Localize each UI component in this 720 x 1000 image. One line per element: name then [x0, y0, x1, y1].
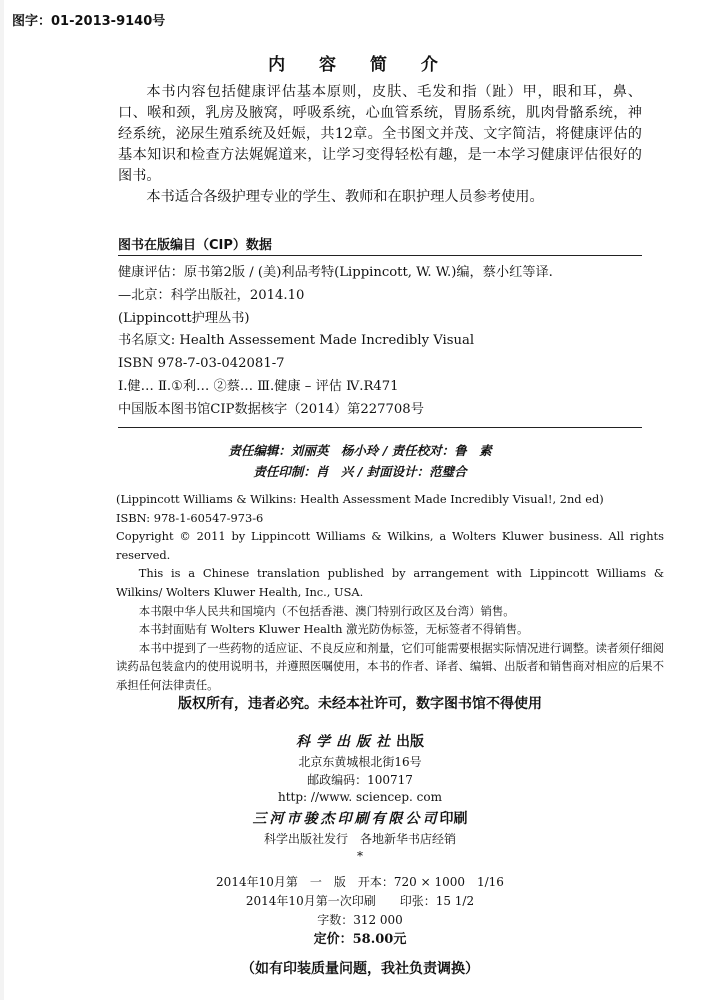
- summary-paragraph: 本书内容包括健康评估基本原则，皮肤、毛发和指（趾）甲，眼和耳，鼻、口、喉和颈，乳房及腋窝，呼吸系统，心血管系统，胃肠系统，肌肉骨骼系统，神经系统，泌尿生殖系统及妊娠，共12章。全书图文并茂、文字简洁，将健康评估的基本知识和检查方法娓娓道来，让学习变得轻松有趣，是一本学习健康评估很好的图书。: [118, 84, 642, 184]
- price: 定价：58.00元: [313, 932, 407, 947]
- cip-line: 健康评估：原书第2版 / (美)利品考特(Lippincott, W. W.)编，蔡小红等译.: [118, 265, 553, 280]
- rights-statement: 版权所有，违者必究。未经本社许可，数字图书馆不得使用: [178, 696, 542, 712]
- publisher-website: http: //www. sciencep. com: [277, 790, 443, 804]
- publisher-line: [0, 730, 720, 754]
- label-notice: 本书封面贴有 Wolters Kluwer Health 激光防伪标签，无标签者不得销售。: [138, 622, 529, 637]
- original-isbn: ISBN: 978-1-60547-973-6: [116, 510, 264, 525]
- editors-block: [0, 440, 720, 482]
- cip-line: —北京：科学出版社，2014.10: [118, 287, 305, 303]
- edition-line: 2014年10月第 一 版 开本：720 × 1000 1/16: [216, 875, 504, 889]
- publisher-suffix: 出版: [396, 734, 424, 750]
- cip-block: [118, 262, 658, 422]
- cip-top-rule: [118, 255, 642, 256]
- original-title: (Lippincott Williams & Wilkins: Health Assessment Made Incredibly Visual!, 2nd ed): [116, 492, 604, 506]
- printer-name: 三河市骏杰印刷有限公司: [252, 810, 440, 827]
- quality-notice: （如有印装质量问题，我社负责调换）: [241, 961, 479, 977]
- page-title: 内 容 简 介: [268, 55, 452, 75]
- registration-number: 图字：01-2013-9140号: [12, 14, 166, 29]
- publisher-postcode: 邮政编码：100717: [307, 772, 413, 787]
- legal-block: [116, 490, 664, 695]
- printing-line: 2014年10月第一次印刷 印张：15 1/2: [245, 894, 475, 908]
- cip-line: 中国版本图书馆CIP数据核字（2014）第227708号: [118, 401, 424, 417]
- editors-line: 责任编辑：刘丽英 杨小玲 / 责任校对：鲁 素: [228, 443, 492, 458]
- publisher-name: 科学出版社: [296, 734, 396, 750]
- word-count: 字数：312 000: [317, 913, 403, 927]
- distribution-line: 科学出版社发行 各地新华书店经销: [263, 831, 456, 846]
- translation-notice: This is a Chinese translation published by arrangement with Lippincott Williams & Wilkins/ Wolters Kluwer Health, Inc., USA.: [116, 566, 664, 599]
- cip-line: 书名原文: Health Assessement Made Incredibly Visual: [118, 333, 475, 349]
- printer-suffix: 印刷: [439, 810, 468, 827]
- imprint-block: [0, 730, 720, 866]
- cip-line: Ⅰ.健… Ⅱ.①利… ②蔡… Ⅲ.健康 – 评估 Ⅳ.R471: [118, 378, 399, 394]
- territory-notice: 本书限中华人民共和国境内（不包括香港、澳门特别行政区及台湾）销售。: [138, 603, 515, 618]
- cip-heading: 图书在版编目（CIP）数据: [118, 238, 272, 253]
- printer-line: [0, 807, 720, 831]
- cip-line: ISBN 978-7-03-042081-7: [118, 356, 285, 372]
- publisher-address: 北京东黄城根北街16号: [298, 755, 422, 769]
- editors-line: 责任印制：肖 兴 / 封面设计：范璧合: [253, 464, 467, 479]
- summary-paragraph: 本书适合各级护理专业的学生、教师和在职护理人员参考使用。: [146, 189, 544, 205]
- spec-block: [0, 873, 720, 949]
- copyright-notice: Copyright © 2011 by Lippincott Williams & Wilkins, a Wolters Kluwer business. All rights reserved.: [116, 529, 664, 562]
- disclaimer-notice: 本书中提到了一些药物的适应证、不良反应和剂量，它们可能需要根据实际情况进行调整。读者须仔细阅读药品包装盒内的使用说明书，并遵照医嘱使用，本书的作者、译者、编辑、出版者和销售商对相应的后果不承担任何法律责任。: [116, 640, 664, 692]
- cip-line: (Lippincott护理丛书): [118, 310, 250, 326]
- separator-star: *: [357, 849, 363, 863]
- cip-bottom-rule: [118, 427, 642, 428]
- summary-section: [118, 82, 642, 208]
